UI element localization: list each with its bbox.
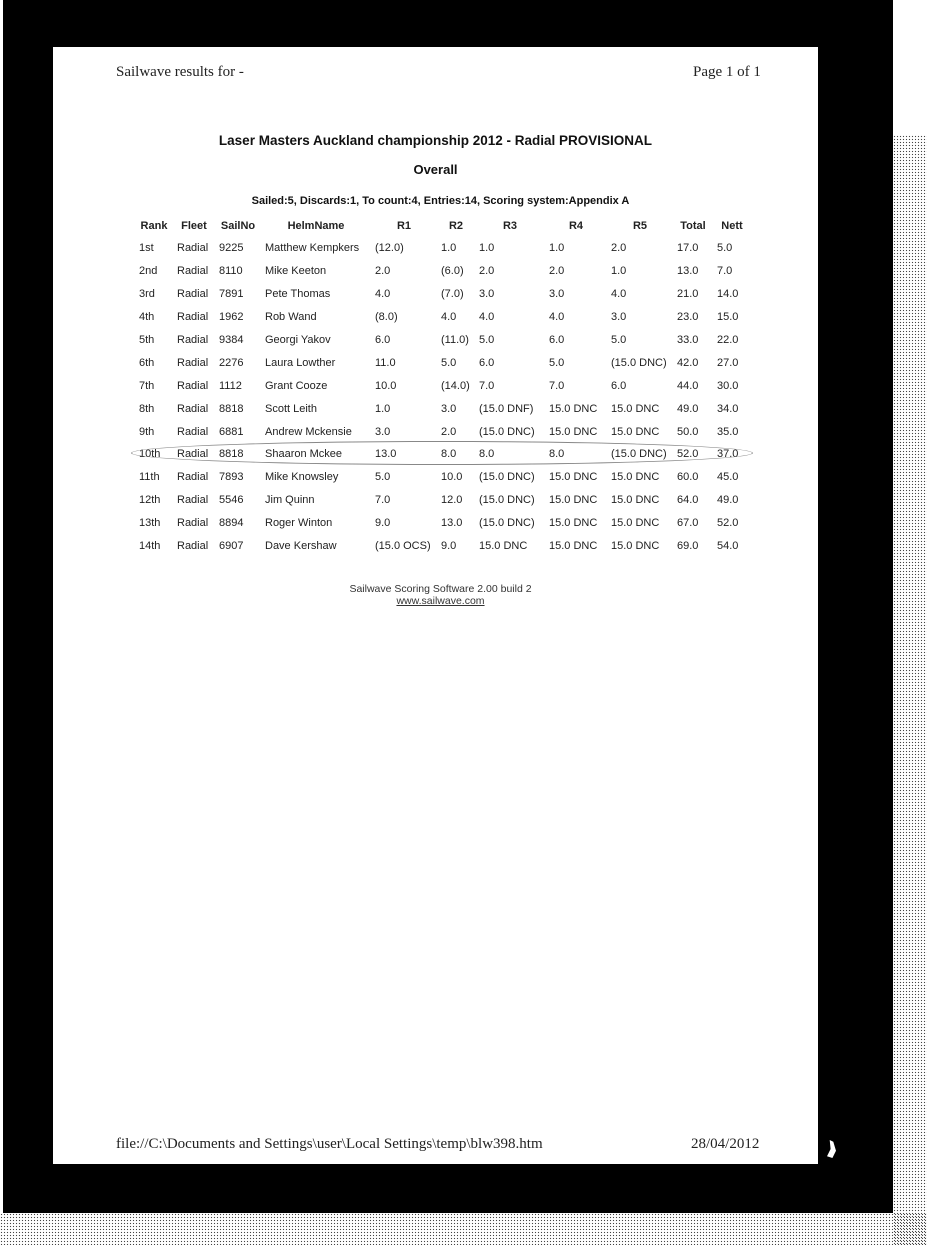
table-cell-helmname: Matthew Kempkers bbox=[265, 242, 360, 255]
table-row bbox=[135, 512, 751, 535]
table-cell-helmname: Grant Cooze bbox=[265, 379, 328, 392]
table-cell-helmname: Georgi Yakov bbox=[265, 334, 331, 346]
table-cell-r3: 7.0 bbox=[479, 379, 495, 392]
table-cell-r4: 15.0 DNC bbox=[549, 402, 598, 415]
table-cell-total: 33.0 bbox=[677, 334, 699, 346]
table-cell-r4: 1.0 bbox=[549, 242, 565, 255]
table-cell-r2: 3.0 bbox=[441, 402, 457, 415]
table-cell-fleet: Radial bbox=[177, 356, 209, 369]
table-cell-nett: 35.0 bbox=[717, 425, 739, 438]
table-cell-nett: 45.0 bbox=[717, 471, 739, 484]
table-cell-rank: 10th bbox=[139, 448, 161, 461]
table-cell-sailno: 8110 bbox=[219, 265, 243, 278]
table-cell-r5: 15.0 DNC bbox=[611, 425, 660, 438]
scoring-summary: Sailed:5, Discards:1, To count:4, Entries:14, Scoring system:Appendix A bbox=[251, 195, 630, 207]
table-cell-rank: 6th bbox=[139, 356, 155, 369]
table-cell-r5: (15.0 DNC) bbox=[611, 448, 667, 461]
table-cell-r1: 13.0 bbox=[375, 448, 397, 461]
table-cell-total: 52.0 bbox=[677, 448, 699, 461]
table-cell-r2: 13.0 bbox=[441, 517, 463, 530]
table-row bbox=[135, 237, 751, 260]
footer-date: 28/04/2012 bbox=[691, 1136, 760, 1152]
table-cell-r4: 7.0 bbox=[549, 379, 565, 392]
table-cell-fleet: Radial bbox=[177, 288, 209, 301]
table-cell-fleet: Radial bbox=[177, 311, 209, 324]
scan-noise-bottom bbox=[0, 1213, 927, 1245]
table-cell-r4: 4.0 bbox=[549, 311, 565, 324]
table-cell-r5: 1.0 bbox=[611, 265, 627, 278]
table-cell-total: 42.0 bbox=[677, 356, 699, 369]
table-cell-total: 23.0 bbox=[677, 311, 699, 324]
table-cell-nett: 37.0 bbox=[717, 448, 739, 461]
table-cell-r1: 5.0 bbox=[375, 471, 391, 484]
table-row bbox=[135, 466, 751, 489]
table-cell-rank: 8th bbox=[139, 402, 155, 415]
table-cell-r1: 3.0 bbox=[375, 425, 391, 438]
table-cell-total: 13.0 bbox=[677, 265, 699, 278]
table-cell-total: 50.0 bbox=[677, 425, 699, 438]
table-cell-nett: 27.0 bbox=[717, 356, 739, 369]
table-cell-r3: (15.0 DNC) bbox=[479, 425, 535, 438]
table-cell-helmname: Mike Knowsley bbox=[265, 471, 339, 484]
table-cell-r5: 2.0 bbox=[611, 242, 627, 255]
results-table bbox=[135, 215, 751, 557]
table-cell-r1: 4.0 bbox=[375, 288, 391, 301]
table-cell-helmname: Mike Keeton bbox=[265, 265, 327, 278]
table-cell-r5: 5.0 bbox=[611, 334, 627, 346]
table-cell-r5: 4.0 bbox=[611, 288, 627, 301]
scan-noise-right bbox=[893, 135, 927, 1245]
table-cell-r4: 15.0 DNC bbox=[549, 540, 598, 553]
table-cell-r2: 5.0 bbox=[441, 356, 457, 369]
table-cell-total: 60.0 bbox=[677, 471, 699, 484]
table-cell-nett: 5.0 bbox=[717, 242, 733, 255]
table-cell-rank: 11th bbox=[139, 471, 160, 484]
table-row bbox=[135, 374, 751, 397]
table-cell-r2: (11.0) bbox=[441, 334, 469, 346]
table-cell-r4: 8.0 bbox=[549, 448, 565, 461]
column-header-fleet: Fleet bbox=[181, 220, 207, 232]
table-cell-r4: 15.0 DNC bbox=[549, 494, 598, 507]
table-cell-r2: 9.0 bbox=[441, 540, 457, 553]
table-cell-r1: 11.0 bbox=[375, 356, 396, 369]
table-cell-helmname: Rob Wand bbox=[265, 311, 317, 324]
table-cell-total: 67.0 bbox=[677, 517, 699, 530]
table-cell-fleet: Radial bbox=[177, 471, 209, 484]
table-cell-r4: 15.0 DNC bbox=[549, 517, 598, 530]
table-cell-rank: 7th bbox=[139, 379, 155, 392]
column-header-r3: R3 bbox=[502, 220, 518, 232]
table-row bbox=[135, 306, 751, 329]
column-header-r5: R5 bbox=[632, 220, 648, 232]
page-number: Page 1 of 1 bbox=[693, 64, 761, 80]
table-row bbox=[135, 397, 751, 420]
table-cell-helmname: Shaaron Mckee bbox=[265, 448, 343, 461]
table-cell-fleet: Radial bbox=[177, 402, 209, 415]
table-cell-sailno: 1112 bbox=[219, 379, 242, 392]
table-cell-r2: (7.0) bbox=[441, 288, 464, 301]
table-cell-helmname: Jim Quinn bbox=[265, 494, 315, 507]
table-cell-nett: 14.0 bbox=[717, 288, 739, 301]
table-cell-nett: 34.0 bbox=[717, 402, 739, 415]
table-cell-r2: 2.0 bbox=[441, 425, 457, 438]
table-cell-r2: 8.0 bbox=[441, 448, 457, 461]
table-cell-r1: 7.0 bbox=[375, 494, 391, 507]
table-cell-r5: (15.0 DNC) bbox=[611, 356, 667, 369]
event-title: Laser Masters Auckland championship 2012 - Radial PROVISIONAL bbox=[218, 133, 653, 148]
table-cell-r2: (6.0) bbox=[441, 265, 464, 278]
table-cell-nett: 54.0 bbox=[717, 540, 739, 553]
table-cell-fleet: Radial bbox=[177, 425, 209, 438]
table-cell-r4: 6.0 bbox=[549, 334, 565, 346]
table-row bbox=[135, 420, 751, 443]
table-cell-fleet: Radial bbox=[177, 517, 209, 530]
table-cell-helmname: Pete Thomas bbox=[265, 288, 331, 301]
table-cell-rank: 12th bbox=[139, 494, 161, 507]
table-cell-r2: 12.0 bbox=[441, 494, 463, 507]
column-header-r4: R4 bbox=[568, 220, 584, 232]
table-cell-r5: 15.0 DNC bbox=[611, 402, 660, 415]
table-row bbox=[135, 351, 751, 374]
table-cell-sailno: 9225 bbox=[219, 242, 244, 255]
table-cell-nett: 49.0 bbox=[717, 494, 739, 507]
table-cell-total: 64.0 bbox=[677, 494, 699, 507]
corner-mark-icon bbox=[827, 1140, 836, 1158]
table-row bbox=[135, 489, 751, 512]
table-cell-sailno: 2276 bbox=[219, 356, 244, 369]
table-cell-r3: 8.0 bbox=[479, 448, 495, 461]
table-cell-fleet: Radial bbox=[177, 265, 209, 278]
table-cell-rank: 9th bbox=[139, 425, 155, 438]
table-cell-r1: 6.0 bbox=[375, 334, 391, 346]
table-cell-r1: (8.0) bbox=[375, 311, 398, 324]
page-header-title: Sailwave results for - bbox=[116, 64, 244, 80]
table-cell-sailno: 8894 bbox=[219, 517, 244, 530]
table-cell-r5: 6.0 bbox=[611, 379, 627, 392]
table-row bbox=[135, 535, 751, 558]
table-cell-sailno: 8818 bbox=[219, 448, 244, 461]
software-credit bbox=[53, 583, 828, 607]
column-header-helmname: HelmName bbox=[287, 220, 345, 232]
column-header-total: Total bbox=[680, 220, 706, 232]
table-cell-helmname: Scott Leith bbox=[265, 402, 317, 415]
software-website-link[interactable]: www.sailwave.com bbox=[396, 595, 485, 607]
table-cell-r2: 4.0 bbox=[441, 311, 457, 324]
table-cell-sailno: 9384 bbox=[219, 334, 244, 346]
table-cell-sailno: 6881 bbox=[219, 425, 244, 438]
table-cell-rank: 3rd bbox=[139, 288, 155, 301]
table-cell-sailno: 5546 bbox=[219, 494, 244, 507]
table-cell-r3: (15.0 DNC) bbox=[479, 517, 535, 530]
results-subtitle: Overall bbox=[413, 162, 458, 177]
table-cell-fleet: Radial bbox=[177, 242, 209, 255]
table-cell-helmname: Andrew Mckensie bbox=[265, 425, 352, 438]
table-cell-r1: (15.0 OCS) bbox=[375, 540, 431, 553]
table-cell-total: 44.0 bbox=[677, 379, 699, 392]
table-cell-fleet: Radial bbox=[177, 448, 209, 461]
table-cell-r2: 1.0 bbox=[441, 242, 457, 255]
table-cell-rank: 2nd bbox=[139, 265, 158, 278]
table-cell-nett: 30.0 bbox=[717, 379, 739, 392]
table-cell-r5: 3.0 bbox=[611, 311, 627, 324]
column-header-sailno: SailNo bbox=[220, 220, 256, 232]
table-cell-fleet: Radial bbox=[177, 379, 209, 392]
table-cell-r1: 2.0 bbox=[375, 265, 391, 278]
table-cell-fleet: Radial bbox=[177, 334, 209, 346]
table-cell-nett: 22.0 bbox=[717, 334, 739, 346]
software-credit-line: Sailwave Scoring Software 2.00 build 2 bbox=[349, 583, 532, 595]
table-cell-total: 21.0 bbox=[677, 288, 699, 301]
table-cell-r4: 15.0 DNC bbox=[549, 471, 598, 484]
results-page bbox=[53, 47, 818, 1164]
table-cell-fleet: Radial bbox=[177, 540, 209, 553]
table-cell-r3: 1.0 bbox=[479, 242, 495, 255]
table-cell-nett: 7.0 bbox=[717, 265, 733, 278]
table-cell-r5: 15.0 DNC bbox=[611, 471, 660, 484]
table-cell-r3: (15.0 DNC) bbox=[479, 471, 535, 484]
footer-file-path: file://C:\Documents and Settings\user\Local Settings\temp\blw398.htm bbox=[116, 1136, 543, 1152]
table-cell-r2: (14.0) bbox=[441, 379, 470, 392]
table-cell-helmname: Roger Winton bbox=[265, 517, 333, 530]
table-row-highlighted bbox=[135, 443, 751, 466]
table-cell-r3: (15.0 DNF) bbox=[479, 402, 534, 415]
table-cell-r3: 4.0 bbox=[479, 311, 495, 324]
column-header-r2: R2 bbox=[448, 220, 464, 232]
table-cell-nett: 52.0 bbox=[717, 517, 739, 530]
table-cell-sailno: 7891 bbox=[219, 288, 244, 301]
table-cell-r1: 10.0 bbox=[375, 379, 397, 392]
column-header-rank: Rank bbox=[140, 220, 168, 232]
table-row bbox=[135, 329, 751, 352]
table-header-row bbox=[135, 215, 751, 237]
table-cell-total: 49.0 bbox=[677, 402, 699, 415]
table-cell-rank: 14th bbox=[139, 540, 161, 553]
table-cell-r5: 15.0 DNC bbox=[611, 517, 660, 530]
table-cell-sailno: 1962 bbox=[219, 311, 244, 324]
column-header-nett: Nett bbox=[721, 220, 743, 232]
table-cell-rank: 5th bbox=[139, 334, 155, 346]
table-cell-r3: 2.0 bbox=[479, 265, 495, 278]
table-cell-helmname: Dave Kershaw bbox=[265, 540, 337, 553]
table-cell-rank: 1st bbox=[139, 242, 154, 255]
table-cell-sailno: 6907 bbox=[219, 540, 244, 553]
table-cell-r2: 10.0 bbox=[441, 471, 463, 484]
column-header-r1: R1 bbox=[396, 220, 412, 232]
table-cell-r1: 9.0 bbox=[375, 517, 391, 530]
table-cell-rank: 4th bbox=[139, 311, 155, 324]
table-cell-sailno: 8818 bbox=[219, 402, 244, 415]
table-cell-total: 69.0 bbox=[677, 540, 699, 553]
table-cell-fleet: Radial bbox=[177, 494, 209, 507]
table-cell-r3: 5.0 bbox=[479, 334, 495, 346]
table-cell-rank: 13th bbox=[139, 517, 161, 530]
table-cell-nett: 15.0 bbox=[717, 311, 739, 324]
table-cell-r5: 15.0 DNC bbox=[611, 540, 660, 553]
table-cell-r1: 1.0 bbox=[375, 402, 391, 415]
table-cell-r1: (12.0) bbox=[375, 242, 404, 255]
table-cell-r5: 15.0 DNC bbox=[611, 494, 660, 507]
table-cell-r4: 2.0 bbox=[549, 265, 565, 278]
table-body bbox=[135, 237, 751, 557]
table-row bbox=[135, 283, 751, 306]
table-row bbox=[135, 260, 751, 283]
table-cell-r3: 6.0 bbox=[479, 356, 495, 369]
table-cell-r4: 3.0 bbox=[549, 288, 565, 301]
table-cell-r4: 15.0 DNC bbox=[549, 425, 598, 438]
table-cell-total: 17.0 bbox=[677, 242, 699, 255]
table-cell-r3: 3.0 bbox=[479, 288, 495, 301]
table-cell-sailno: 7893 bbox=[219, 471, 244, 484]
table-cell-r3: (15.0 DNC) bbox=[479, 494, 535, 507]
table-cell-r4: 5.0 bbox=[549, 356, 565, 369]
table-cell-helmname: Laura Lowther bbox=[265, 356, 336, 369]
table-cell-r3: 15.0 DNC bbox=[479, 540, 528, 553]
